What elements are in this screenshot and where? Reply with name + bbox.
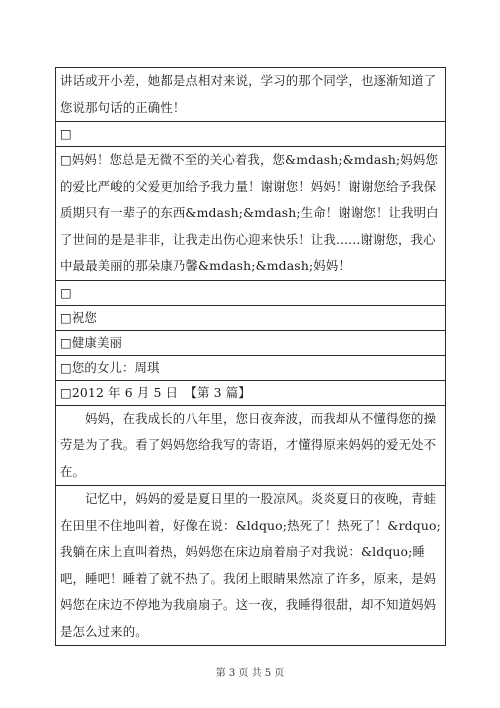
paragraph-cell: 讲话或开小差，她都是点相对来说，学习的那个同学，也逐渐知道了您说那句话的正确性！ [56, 68, 446, 122]
page-footer: 第 3 页 共 5 页 [215, 668, 285, 679]
paragraph-cell: 妈妈，在我成长的八年里，您日夜奔波，而我却从不懂得您的操劳是为了我。看了妈妈您给我写的寄语，才懂得原来妈妈的爱无处不在。 [56, 405, 446, 486]
checkbox-cell: □ [56, 122, 446, 147]
signature-cell: □您的女儿：周琪 [56, 355, 446, 380]
wish-cell: □健康美丽 [56, 330, 446, 355]
document-table [55, 67, 446, 646]
checkbox-cell: □ [56, 280, 446, 305]
salutation-cell: □祝您 [56, 305, 446, 330]
paragraph-cell: □妈妈！您总是无微不至的关心着我，您&mdash;&mdash;妈妈您的爱比严峻的父爱更加给予我力量！谢谢您！妈妈！谢谢您给予我保质期只有一辈子的东西&mdash;&mdash;生命！谢谢您！让我明白了世间的是是非非，让我走出伤心迎来快乐！让我......谢谢您，我心中最最美丽的那朵康乃馨&mdash;&mdash;妈妈！ [56, 147, 446, 281]
date-heading-cell: □2012 年 6 月 5 日 【第 3 篇】 [56, 380, 446, 405]
paragraph-cell: 记忆中，妈妈的爱是夏日里的一股凉风。炎炎夏日的夜晚，青蛙在田里不住地叫着，好像在说：&ldquo;热死了！热死了！&rdquo;我躺在床上直叫着热，妈妈您在床边扇着扇子对我说：&ldquo;睡吧，睡吧！睡着了就不热了。我闭上眼睛果然凉了许多，原来，是妈妈您在床边不停地为我扇扇子。这一夜，我睡得很甜，却不知道妈妈是怎么过来的。 [56, 486, 446, 646]
